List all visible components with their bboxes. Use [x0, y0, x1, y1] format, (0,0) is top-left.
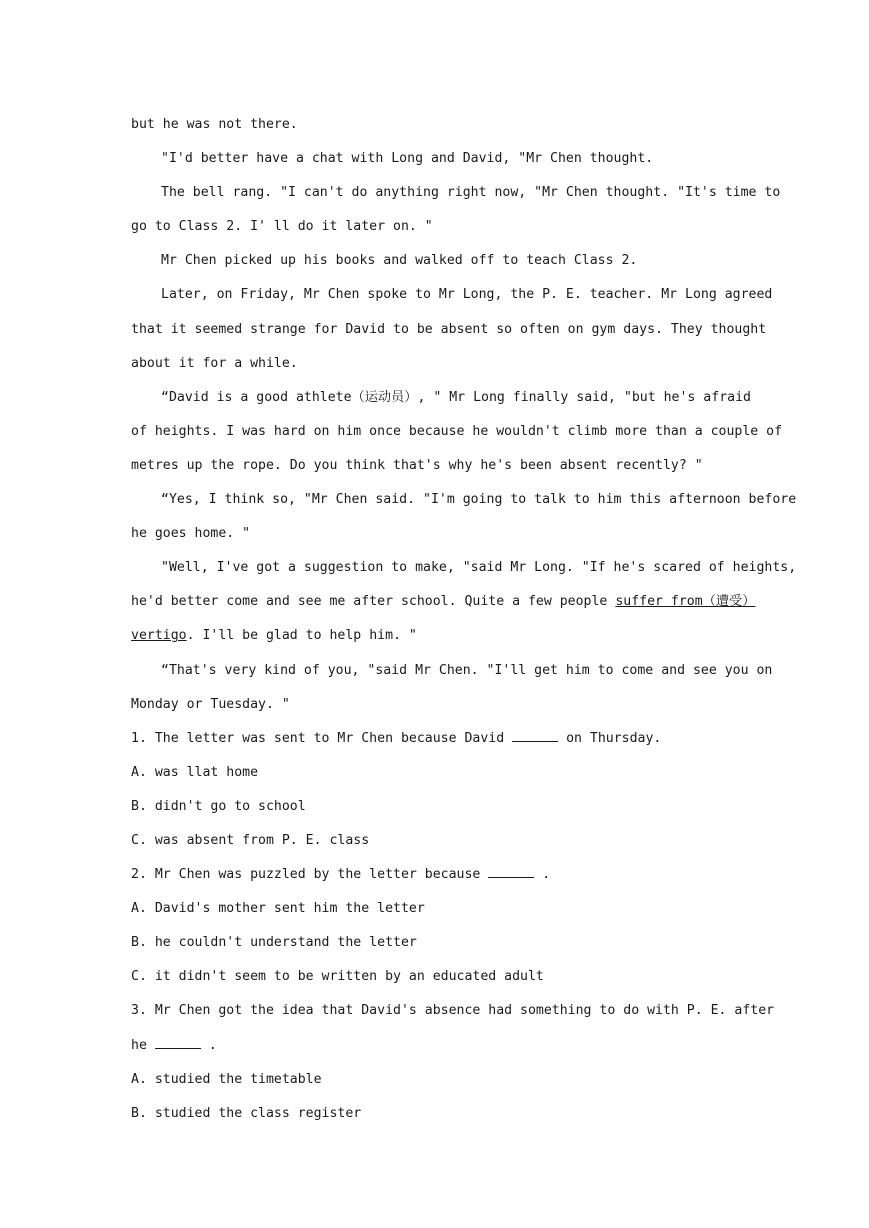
passage-line: "Well, I've got a suggestion to make, "said Mr Long. "If he's scared of heights, [161, 560, 797, 576]
question-text: . [208, 1037, 217, 1053]
question-stem [131, 722, 737, 756]
question-stem [131, 858, 737, 892]
passage-line [131, 585, 756, 619]
option-a: A. was llat home [131, 764, 259, 780]
passage-line: Mr Chen picked up his books and walked off to teach Class 2. [161, 253, 638, 269]
passage-line: go to Class 2. I' ll do it later on. " [131, 219, 433, 235]
passage-line: The bell rang. "I can't do anything right now, "Mr Chen thought. "It's time to [161, 185, 781, 201]
option-c: C. it didn't seem to be written by an educated adult [131, 969, 544, 985]
option-a: A. studied the timetable [131, 1071, 322, 1087]
question-text: he [131, 1037, 147, 1053]
passage-line: “David is a good athlete（运动员）, " Mr Long finally said, "but he's afraid [161, 389, 751, 405]
question-text: 1. The letter was sent to Mr Chen because David [131, 730, 505, 746]
option-b: B. studied the class register [131, 1105, 362, 1121]
document-page [131, 108, 797, 1131]
passage-line: about it for a while. [131, 355, 298, 371]
passage-line: metres up the rope. Do you think that's why he's been absent recently? " [131, 457, 703, 473]
question-stem: 3. Mr Chen got the idea that David's absence had something to do with P. E. after [131, 1003, 775, 1019]
passage-line: that it seemed strange for David to be absent so often on gym days. They thought [131, 321, 767, 337]
question-text: on Thursday. [566, 730, 662, 746]
answer-blank[interactable] [512, 729, 558, 742]
passage-text: he'd better come and see me after school. Quite a few people [131, 594, 616, 610]
passage-line [131, 619, 737, 653]
question-stem [131, 1029, 737, 1063]
answer-blank[interactable] [155, 1036, 201, 1049]
passage-line: Later, on Friday, Mr Chen spoke to Mr Long, the P. E. teacher. Mr Long agreed [161, 287, 773, 303]
passage-line: but he was not there. [131, 117, 298, 132]
passage-line: “Yes, I think so, "Mr Chen said. "I'm going to talk to him this afternoon before [161, 492, 797, 508]
passage-line: of heights. I was hard on him once because he wouldn't climb more than a couple of [131, 423, 783, 439]
passage-line: Monday or Tuesday. " [131, 696, 290, 712]
option-a: A. David's mother sent him the letter [131, 901, 425, 917]
question-text: . [542, 867, 551, 883]
answer-blank[interactable] [488, 865, 534, 878]
passage-text: . I'll be glad to help him. " [186, 628, 417, 644]
underlined-word: vertigo [131, 628, 187, 644]
passage-line: he goes home. " [131, 526, 251, 542]
option-b: B. he couldn't understand the letter [131, 935, 417, 951]
passage-line: "I'd better have a chat with Long and David, "Mr Chen thought. [161, 151, 654, 167]
question-text: 2. Mr Chen was puzzled by the letter because [131, 867, 481, 883]
passage-line: “That's very kind of you, "said Mr Chen. "I'll get him to come and see you on [161, 662, 773, 678]
option-b: B. didn't go to school [131, 798, 306, 814]
underlined-phrase: suffer from（遭受） [615, 594, 756, 610]
option-c: C. was absent from P. E. class [131, 832, 370, 848]
